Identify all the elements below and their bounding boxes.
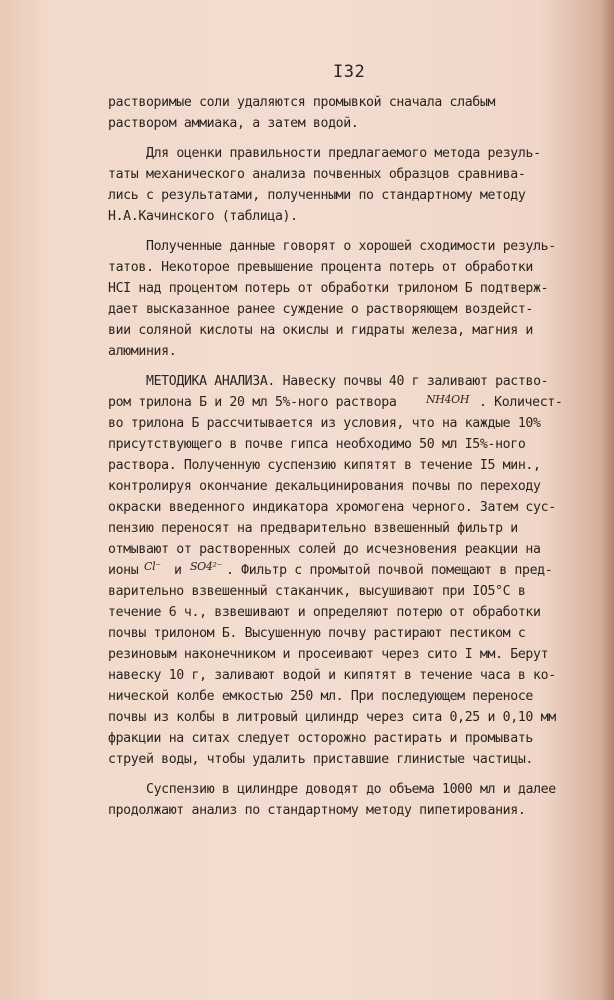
text-line: растворимые соли удаляются промывкой сначала слабым xyxy=(108,95,496,110)
page-number: I32 xyxy=(333,62,366,82)
text-line: лись с результатами, полученными по стандартному методу xyxy=(108,188,526,203)
page-shadow xyxy=(600,0,614,1000)
text-line: вии соляной кислоты на окислы и гидраты железа, магния и xyxy=(108,323,534,338)
text-line: алюминия. xyxy=(108,344,177,359)
text-line: навеску 10 г, заливают водой и кипятят в течение часа в ко- xyxy=(108,668,556,683)
handwritten-cl: Cl⁻ xyxy=(144,560,161,573)
text-line: и xyxy=(174,563,182,578)
text-line: татов. Некоторое превышение процента потерь от обработки xyxy=(108,260,534,275)
text-line: присутствующего в почве гипса необходимо 50 мл I5%-ного xyxy=(108,437,526,452)
text-line: раствором аммиака, а затем водой. xyxy=(108,116,359,131)
text-line: дает высказанное ранее суждение о растворяющем воздейст- xyxy=(108,302,534,317)
text-line: фракции на ситах следует осторожно растирать и промывать xyxy=(108,731,534,746)
text-line: резиновым наконечником и просеивают через сито I мм. Берут xyxy=(108,647,549,662)
text-line: продолжают анализ по стандартному методу пипетирования. xyxy=(108,803,526,818)
text-line: Н.А.Качинского (таблица). xyxy=(108,209,298,224)
text-line: Для оценки правильности предлагаемого метода резуль- xyxy=(146,146,541,161)
text-line: МЕТОДИКА АНАЛИЗА. Навеску почвы 40 г заливают раство- xyxy=(146,374,549,389)
text-line: струей воды, чтобы удалить приставшие глинистые частицы. xyxy=(108,752,534,767)
handwritten-so4: SO4²⁻ xyxy=(190,560,223,573)
text-line: НСI над процентом потерь от обработки трилоном Б подтверж- xyxy=(108,281,549,296)
text-line: нической колбе емкостью 250 мл. При последующем переносе xyxy=(108,689,534,704)
text-line: таты механического анализа почвенных образцов сравнива- xyxy=(108,167,526,182)
text-line: . Фильтр с промытой почвой помещают в пред- xyxy=(226,563,553,578)
text-line: варительно взвешенный стаканчик, высушивают при IO5°C в xyxy=(108,584,526,599)
text-line: . Количест- xyxy=(479,395,563,410)
text-line: контролируя окончание декальцинирования почвы по переходу xyxy=(108,479,541,494)
text-line: пензию переносят на предварительно взвешенный фильтр и xyxy=(108,521,518,536)
text-line: ионы xyxy=(108,563,139,578)
text-line: Суспензию в цилиндре доводят до объема 1000 мл и далее xyxy=(146,782,556,797)
text-line: ром трилона Б и 20 мл 5%-ного раствора xyxy=(108,395,397,410)
text-line: отмывают от растворенных солей до исчезновения реакции на xyxy=(108,542,541,557)
text-line: почвы из колбы в литровый цилиндр через сита 0,25 и 0,10 мм xyxy=(108,710,556,725)
text-line: почвы трилоном Б. Высушенную почву растирают пестиком с xyxy=(108,626,526,641)
handwritten-nh4oh: NH4OH xyxy=(426,393,470,406)
text-line: окраски введенного индикатора хромогена черного. Затем сус- xyxy=(108,500,556,515)
text-line: во трилона Б рассчитывается из условия, что на каждые 10% xyxy=(108,416,541,431)
text-line: Полученные данные говорят о хорошей сходимости резуль- xyxy=(146,239,556,254)
text-line: раствора. Полученную суспензию кипятят в течение I5 мин., xyxy=(108,458,541,473)
text-line: течение 6 ч., взвешивают и определяют потерю от обработки xyxy=(108,605,541,620)
